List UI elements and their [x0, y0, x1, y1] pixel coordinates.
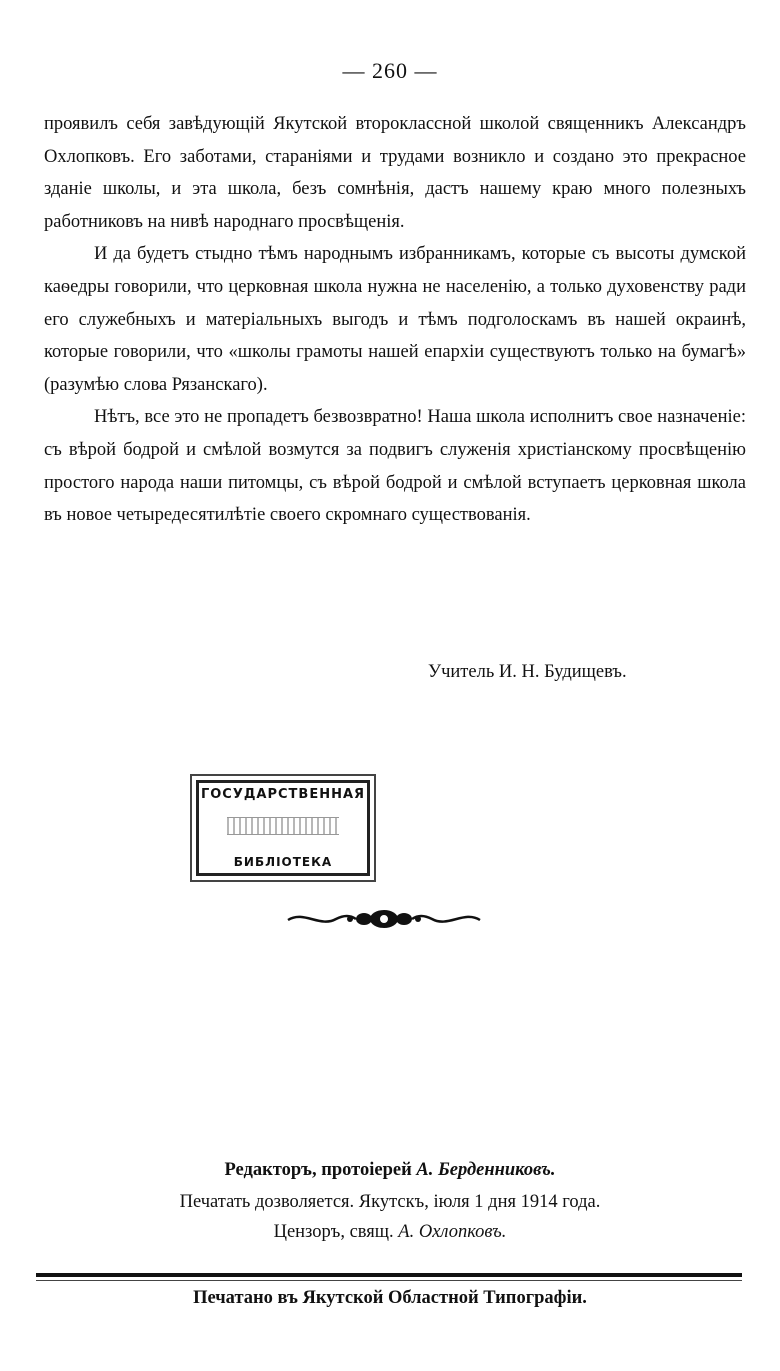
- footer-rule-thin: [36, 1280, 742, 1281]
- paragraph-2: И да будетъ стыдно тѣмъ народнымъ избранникамъ, которые съ высоты думской каѳедры говорили, что церковная школа нужна не населенію, а только духовенству ради его служебныхъ и матеріальныхъ выгодъ и тѣмъ подголоскамъ въ нашей окраинѣ, которые говорили, что «школы грамоты нашей епархіи существуютъ только на бумагѣ» (разумѣю слова Рязанскаго).: [44, 244, 746, 395]
- censor-name: А. Охлопковъ.: [398, 1222, 507, 1242]
- stamp-middle-band: [227, 817, 339, 835]
- paragraph-3: Нѣтъ, все это не пропадетъ безвозвратно! Наша школа исполнитъ свое назначеніе: съ вѣрой бодрой и смѣлой возмутся за подвигъ служенія христіанскому просвѣщенію простого народа наши питомцы, съ вѣрой бодрой и смѣлой вступаетъ церковная школа въ новое четыредесятилѣтіе своего скромнаго существованія.: [44, 407, 746, 526]
- permit-line: Печатать дозволяется. Якутскъ, іюля 1 дня 1914 года.: [179, 1192, 601, 1212]
- editor-name: А. Берденниковъ.: [416, 1160, 556, 1180]
- article-body: [44, 108, 746, 532]
- footer-rule-thick: [36, 1273, 742, 1277]
- stamp-bottom-text: БИБЛІОТЕКА: [233, 855, 333, 869]
- stamp-frame: [196, 780, 370, 876]
- printer-line: Печатано въ Якутской Областной Типографіи.: [193, 1288, 587, 1308]
- editor-prefix: Редакторъ, протоіерей: [224, 1160, 417, 1180]
- author-signature: Учитель И. Н. Будищевъ.: [428, 662, 627, 682]
- paragraph-1: проявилъ себя завѣдующій Якутской второклассной школой священникъ Александръ Охлопковъ. Его заботами, стараніями и трудами возникло и создано это прекрасное зданіе школы, и эта школа, безъ сомнѣнія, дастъ нашему краю много полезныхъ работниковъ на нивѣ народнаго просвѣщенія.: [44, 114, 746, 232]
- censor-line: [0, 1222, 780, 1243]
- stamp-top-text: ГОСУДАРСТВЕННАЯ: [200, 787, 366, 802]
- page-number: — 260 —: [342, 58, 438, 83]
- library-stamp: [186, 770, 392, 882]
- censor-prefix: Цензоръ, свящ.: [273, 1222, 399, 1242]
- editor-line: [0, 1160, 780, 1181]
- ornament-divider: [284, 906, 484, 932]
